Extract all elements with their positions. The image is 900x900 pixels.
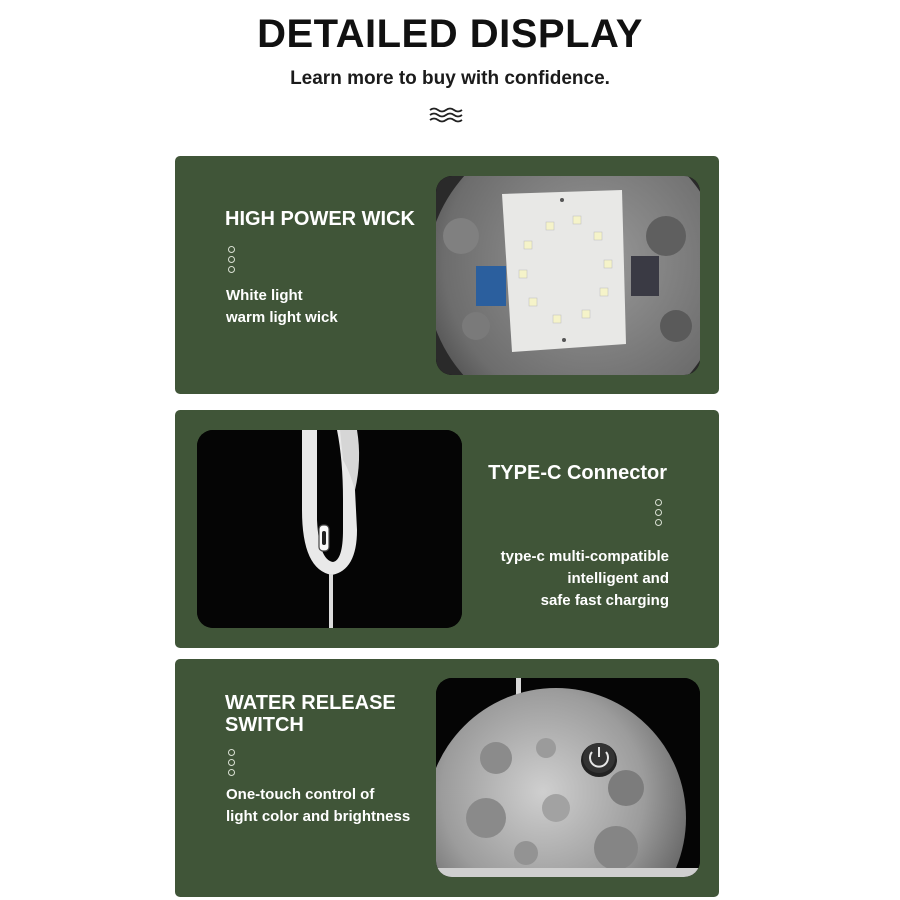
heading-line: WATER RELEASE [225,692,396,714]
description-line: type-c multi-compatible [500,548,669,565]
feature-heading [225,692,396,736]
description-line: warm light wick [226,309,338,326]
feature-card-wick [175,156,719,394]
dot-divider-icon [655,499,663,529]
feature-heading: TYPE-C Connector [488,462,667,484]
typec-port-photo [197,430,462,628]
page-title: DETAILED DISPLAY [257,12,643,56]
led-board-photo [436,176,700,375]
moon-switch-photo [436,678,700,877]
wave-lines-icon [428,106,468,124]
description-line: intelligent and [567,570,669,587]
feature-description [226,285,338,329]
description-line: safe fast charging [540,592,669,609]
feature-description [226,784,410,828]
description-line: light color and brightness [226,808,411,825]
description-line: White light [226,287,303,304]
feature-card-typec [175,410,719,648]
dot-divider-icon [228,749,236,779]
page-subtitle: Learn more to buy with confidence. [290,68,610,89]
heading-line: SWITCH [225,714,304,736]
description-line: One-touch control of [226,786,375,803]
feature-card-switch [175,659,719,897]
dot-divider-icon [228,246,236,276]
feature-description [501,546,669,612]
feature-heading: HIGH POWER WICK [225,208,415,230]
